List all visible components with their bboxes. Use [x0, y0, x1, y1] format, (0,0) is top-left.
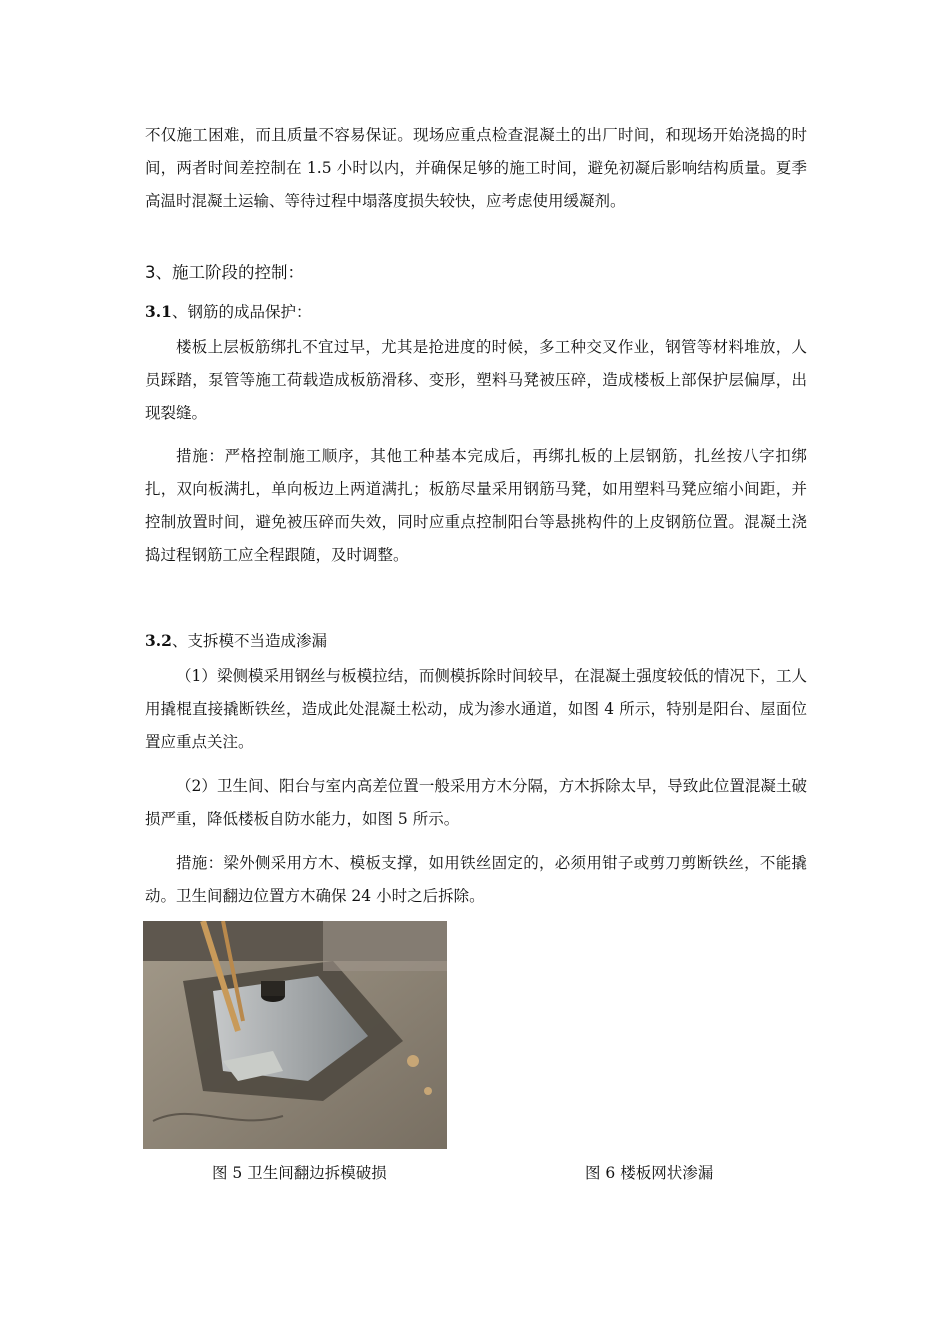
subsection-number: 3.2	[145, 631, 172, 650]
subsection-title: 、支拆模不当造成渗漏	[171, 632, 327, 650]
figure-5-photo	[143, 921, 447, 1149]
paragraph-rebar-issue: 楼板上层板筋绑扎不宜过早，尤其是抢进度的时候，多工种交叉作业，钢管等材料堆放，人员踩踏，泵管等施工荷载造成板筋滑移、变形，塑料马凳被压碎，造成楼板上部保护层偏厚，出现裂缝。	[145, 338, 807, 422]
paragraph-formwork-2: （2）卫生间、阳台与室内高差位置一般采用方木分隔，方木拆除太早，导致此位置混凝土破损严重，降低楼板自防水能力，如图 5 所示。	[145, 777, 807, 828]
subsection-number: 3.1	[145, 302, 172, 321]
paragraph-formwork-measures: 措施：梁外侧采用方木、模板支撑，如用铁丝固定的，必须用钳子或剪刀剪断铁丝，不能撬动。卫生间翻边位置方木确保 24 小时之后拆除。	[145, 854, 807, 905]
paragraph-rebar-measures: 措施：严格控制施工顺序，其他工种基本完成后，再绑扎板的上层钢筋，扎丝按八字扣绑扎，双向板满扎，单向板边上两道满扎；板筋尽量采用钢筋马凳，如用塑料马凳应缩小间距，并控制放置时间，避免被压碎而失效，同时应重点控制阳台等悬挑构件的上皮钢筋位置。混凝土浇捣过程钢筋工应全程跟随，及时调整。	[145, 447, 807, 564]
subsection-heading-3-1	[145, 297, 311, 327]
paragraph-concrete-time: 不仅施工困难，而且质量不容易保证。现场应重点检查混凝土的出厂时间，和现场开始浇捣的时间，两者时间差控制在 1.5 小时以内，并确保足够的施工时间，避免初凝后影响结构质量。夏季高温时混凝土运输、等待过程中塌落度损失较快，应考虑使用缓凝剂。	[145, 126, 807, 210]
figure-5-caption: 图 5 卫生间翻边拆模破损	[212, 1164, 387, 1182]
paragraph-formwork-1: （1）梁侧模采用钢丝与板模拉结，而侧模拆除时间较早，在混凝土强度较低的情况下，工人用撬棍直接撬断铁丝，造成此处混凝土松动，成为渗水通道，如图 4 所示，特别是阳台、屋面位置应重点关注。	[145, 667, 807, 751]
figure-6-caption: 图 6 楼板网状渗漏	[585, 1164, 714, 1182]
section-heading: 3、施工阶段的控制：	[145, 263, 304, 282]
subsection-heading-3-2	[145, 626, 327, 656]
subsection-title: 、钢筋的成品保护：	[171, 303, 312, 321]
